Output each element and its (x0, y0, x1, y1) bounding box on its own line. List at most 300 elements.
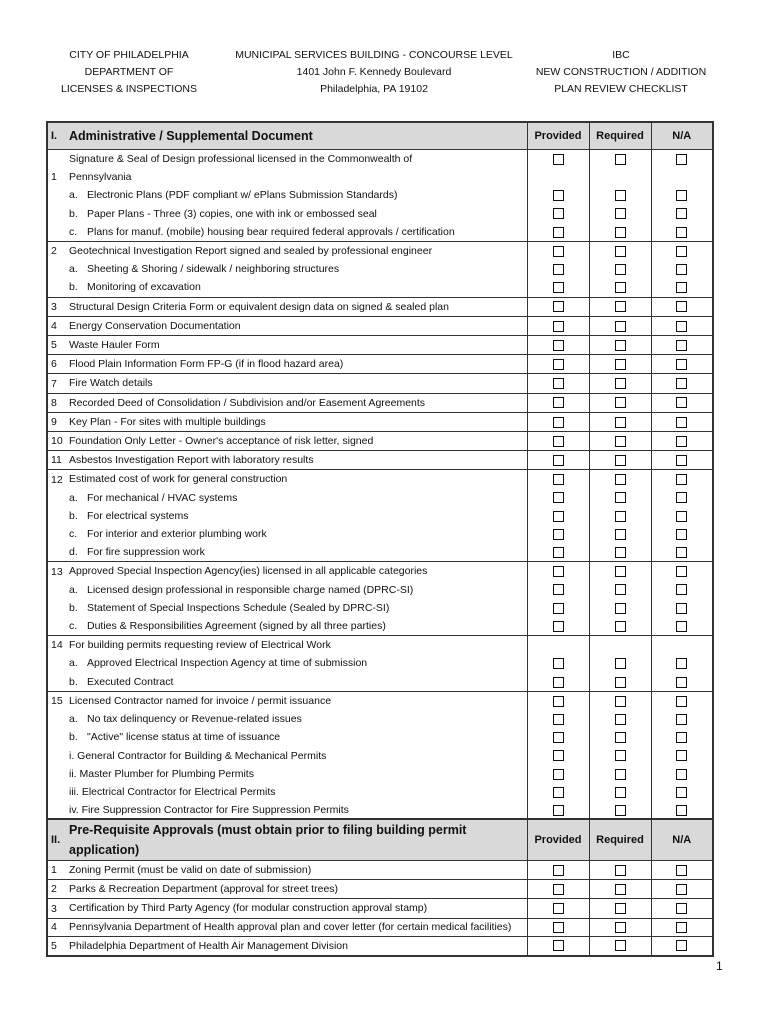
item-number: 4 (47, 918, 69, 936)
checklist-row (47, 451, 713, 470)
checklist-row (47, 599, 713, 617)
checkbox-provided[interactable] (553, 511, 564, 522)
section-title: Pre-Requisite Approvals (must obtain prior to filing building permit application) (69, 819, 527, 861)
item-number: 7 (47, 374, 69, 393)
cell-provided (527, 861, 589, 880)
item-text: Estimated cost of work for general construction (69, 473, 288, 486)
checkbox-na[interactable] (676, 208, 687, 219)
header-line: LICENSES & INSPECTIONS (61, 83, 197, 95)
checklist-row (47, 899, 713, 918)
checkbox-na[interactable] (676, 340, 687, 351)
item-text: Geotechnical Investigation Report signed and sealed by professional engineer (69, 245, 433, 258)
checkbox-provided[interactable] (553, 154, 564, 165)
checkbox-provided[interactable] (553, 940, 564, 951)
checkbox-required[interactable] (615, 603, 626, 614)
checkbox-provided[interactable] (553, 787, 564, 798)
checkbox-na[interactable] (676, 940, 687, 951)
cell-provided (527, 673, 589, 692)
checkbox-required[interactable] (615, 246, 626, 257)
item-text: For building permits requesting review of Electrical Work (69, 639, 331, 652)
checkbox-na[interactable] (676, 658, 687, 669)
checkbox-na[interactable] (676, 603, 687, 614)
section-1-header (47, 122, 713, 150)
cell-na (651, 899, 713, 918)
item-text: Duties & Responsibilities Agreement (signed by all three parties) (87, 620, 386, 633)
checkbox-na[interactable] (676, 732, 687, 743)
checkbox-provided[interactable] (553, 529, 564, 540)
item-description (69, 673, 527, 692)
checkbox-na[interactable] (676, 190, 687, 201)
item-description (69, 432, 527, 451)
checkbox-provided[interactable] (553, 805, 564, 816)
item-text: Certification by Third Party Agency (for modular construction approval stamp) (69, 902, 428, 915)
column-required: Required (589, 122, 651, 150)
item-description (69, 168, 527, 186)
checkbox-na[interactable] (676, 529, 687, 540)
cell-na (651, 336, 713, 355)
item-number: 3 (47, 297, 69, 316)
checkbox-required[interactable] (615, 321, 626, 332)
checkbox-provided[interactable] (553, 621, 564, 632)
item-number (47, 673, 69, 692)
header-address (228, 47, 520, 98)
checkbox-na[interactable] (676, 378, 687, 389)
checklist-row (47, 168, 713, 186)
checklist-row (47, 543, 713, 562)
item-text: For electrical systems (87, 509, 189, 522)
item-number: 9 (47, 412, 69, 431)
checkbox-na[interactable] (676, 922, 687, 933)
checkbox-required[interactable] (615, 732, 626, 743)
section-1-rows (47, 150, 713, 821)
cell-provided (527, 489, 589, 507)
checkbox-provided[interactable] (553, 474, 564, 485)
checkbox-provided[interactable] (553, 321, 564, 332)
checkbox-provided[interactable] (553, 227, 564, 238)
checkbox-provided[interactable] (553, 492, 564, 503)
item-text: Monitoring of excavation (87, 281, 201, 294)
item-description (69, 470, 527, 489)
cell-required (589, 278, 651, 297)
checklist-row (47, 316, 713, 335)
checkbox-provided[interactable] (553, 696, 564, 707)
checkbox-provided[interactable] (553, 455, 564, 466)
checkbox-required[interactable] (615, 492, 626, 503)
checkbox-provided[interactable] (553, 732, 564, 743)
header-line: MUNICIPAL SERVICES BUILDING - CONCOURSE LEVEL (235, 49, 513, 61)
checkbox-required[interactable] (615, 865, 626, 876)
checklist-row (47, 297, 713, 316)
checkbox-na[interactable] (676, 417, 687, 428)
item-text: No tax delinquency or Revenue-related issues (87, 713, 302, 726)
item-text: iii. Electrical Contractor for Electrical Permits (69, 785, 276, 798)
checkbox-required[interactable] (615, 378, 626, 389)
checkbox-na[interactable] (676, 397, 687, 408)
cell-na (651, 150, 713, 169)
checkbox-na[interactable] (676, 769, 687, 780)
cell-na (651, 617, 713, 636)
checkbox-required[interactable] (615, 264, 626, 275)
cell-na (651, 278, 713, 297)
item-marker: a. (69, 189, 78, 202)
checkbox-na[interactable] (676, 547, 687, 558)
checkbox-required[interactable] (615, 922, 626, 933)
checklist-row (47, 278, 713, 297)
cell-required (589, 599, 651, 617)
cell-provided (527, 205, 589, 223)
item-number (47, 747, 69, 765)
cell-required (589, 205, 651, 223)
checkbox-required[interactable] (615, 301, 626, 312)
item-number (47, 150, 69, 169)
item-description (69, 936, 527, 956)
checkbox-na[interactable] (676, 154, 687, 165)
checkbox-na[interactable] (676, 492, 687, 503)
checkbox-na[interactable] (676, 805, 687, 816)
cell-provided (527, 412, 589, 431)
item-text: Approved Electrical Inspection Agency at time of submission (87, 657, 368, 670)
checklist-row (47, 432, 713, 451)
checkbox-na[interactable] (676, 714, 687, 725)
item-description (69, 880, 527, 899)
cell-provided (527, 783, 589, 801)
item-number (47, 543, 69, 562)
item-number (47, 728, 69, 746)
cell-na (651, 880, 713, 899)
checkbox-na[interactable] (676, 787, 687, 798)
cell-provided (527, 581, 589, 599)
cell-na (651, 297, 713, 316)
checkbox-na[interactable] (676, 511, 687, 522)
cell-required (589, 412, 651, 431)
cell-na (651, 432, 713, 451)
item-marker: d. (69, 546, 78, 559)
checkbox-required[interactable] (615, 696, 626, 707)
cell-na (651, 654, 713, 672)
checklist-row (47, 562, 713, 581)
cell-na (651, 783, 713, 801)
checkbox-na[interactable] (676, 246, 687, 257)
item-number (47, 525, 69, 543)
checkbox-required[interactable] (615, 227, 626, 238)
checkbox-na[interactable] (676, 264, 687, 275)
item-description (69, 186, 527, 204)
item-number: 3 (47, 899, 69, 918)
checkbox-na[interactable] (676, 359, 687, 370)
checklist-row (47, 710, 713, 728)
checkbox-required[interactable] (615, 787, 626, 798)
cell-na (651, 451, 713, 470)
checklist-row (47, 765, 713, 783)
checkbox-provided[interactable] (553, 340, 564, 351)
cell-required (589, 316, 651, 335)
item-marker: b. (69, 601, 78, 614)
checkbox-required[interactable] (615, 884, 626, 895)
checklist-row (47, 936, 713, 956)
checkbox-required[interactable] (615, 750, 626, 761)
checkbox-required[interactable] (615, 282, 626, 293)
item-number (47, 581, 69, 599)
item-description (69, 765, 527, 783)
item-description (69, 150, 527, 169)
checkbox-na[interactable] (676, 621, 687, 632)
checkbox-required[interactable] (615, 658, 626, 669)
cell-na (651, 765, 713, 783)
checkbox-provided[interactable] (553, 190, 564, 201)
item-text: Executed Contract (87, 675, 174, 688)
checkbox-provided[interactable] (553, 769, 564, 780)
checkbox-na[interactable] (676, 282, 687, 293)
checklist-row (47, 728, 713, 746)
checkbox-provided[interactable] (553, 566, 564, 577)
cell-required (589, 654, 651, 672)
cell-required (589, 617, 651, 636)
checkbox-required[interactable] (615, 621, 626, 632)
checkbox-provided[interactable] (553, 208, 564, 219)
checkbox-na[interactable] (676, 301, 687, 312)
item-description (69, 336, 527, 355)
checkbox-provided[interactable] (553, 603, 564, 614)
item-text: "Active" license status at time of issuance (87, 731, 281, 744)
cell-provided (527, 168, 589, 186)
cell-provided (527, 636, 589, 655)
cell-required (589, 747, 651, 765)
cell-na (651, 374, 713, 393)
checklist-row (47, 654, 713, 672)
cell-na (651, 470, 713, 489)
item-text: Philadelphia Department of Health Air Management Division (69, 939, 348, 952)
item-description (69, 223, 527, 242)
checkbox-required[interactable] (615, 455, 626, 466)
cell-na (651, 710, 713, 728)
item-description (69, 617, 527, 636)
checkbox-na[interactable] (676, 696, 687, 707)
checkbox-required[interactable] (615, 677, 626, 688)
section-1-table (46, 121, 714, 821)
header-line: Philadelphia, PA 19102 (320, 83, 428, 95)
checkbox-required[interactable] (615, 436, 626, 447)
cell-provided (527, 765, 589, 783)
checkbox-provided[interactable] (553, 436, 564, 447)
cell-required (589, 728, 651, 746)
header-department (40, 47, 218, 98)
checkbox-required[interactable] (615, 805, 626, 816)
checklist-row (47, 489, 713, 507)
item-number (47, 507, 69, 525)
checkbox-required[interactable] (615, 359, 626, 370)
checkbox-provided[interactable] (553, 714, 564, 725)
checkbox-provided[interactable] (553, 922, 564, 933)
checkbox-required[interactable] (615, 417, 626, 428)
item-description (69, 412, 527, 431)
checkbox-provided[interactable] (553, 884, 564, 895)
item-description (69, 316, 527, 335)
checkbox-required[interactable] (615, 511, 626, 522)
cell-na (651, 691, 713, 710)
checklist-row (47, 336, 713, 355)
checkbox-required[interactable] (615, 340, 626, 351)
checkbox-provided[interactable] (553, 903, 564, 914)
item-number: 15 (47, 691, 69, 710)
checkbox-required[interactable] (615, 529, 626, 540)
checkbox-provided[interactable] (553, 397, 564, 408)
item-number (47, 186, 69, 204)
checkbox-na[interactable] (676, 474, 687, 485)
checkbox-provided[interactable] (553, 246, 564, 257)
checkbox-required[interactable] (615, 940, 626, 951)
item-number: 5 (47, 936, 69, 956)
item-text: Fire Watch details (69, 377, 153, 390)
checklist-row (47, 747, 713, 765)
item-description (69, 918, 527, 936)
checkbox-provided[interactable] (553, 301, 564, 312)
item-text: Energy Conservation Documentation (69, 319, 241, 332)
checkbox-provided[interactable] (553, 547, 564, 558)
item-text: Foundation Only Letter - Owner's acceptance of risk letter, signed (69, 435, 374, 448)
checklist-row (47, 507, 713, 525)
item-number: 10 (47, 432, 69, 451)
item-description (69, 861, 527, 880)
checkbox-provided[interactable] (553, 658, 564, 669)
item-description (69, 710, 527, 728)
checkbox-required[interactable] (615, 208, 626, 219)
cell-required (589, 242, 651, 261)
section-2-table (46, 818, 714, 957)
item-description (69, 355, 527, 374)
checkbox-required[interactable] (615, 397, 626, 408)
cell-required (589, 374, 651, 393)
item-marker: b. (69, 731, 78, 744)
cell-na (651, 223, 713, 242)
column-provided: Provided (527, 819, 589, 861)
checkbox-na[interactable] (676, 677, 687, 688)
checkbox-na[interactable] (676, 227, 687, 238)
item-number (47, 617, 69, 636)
cell-required (589, 710, 651, 728)
item-description (69, 747, 527, 765)
checkbox-provided[interactable] (553, 282, 564, 293)
cell-required (589, 260, 651, 278)
checkbox-provided[interactable] (553, 359, 564, 370)
cell-required (589, 297, 651, 316)
checkbox-na[interactable] (676, 903, 687, 914)
item-text: Key Plan - For sites with multiple buildings (69, 415, 266, 428)
header-line: PLAN REVIEW CHECKLIST (554, 83, 688, 95)
checkbox-na[interactable] (676, 884, 687, 895)
item-number (47, 783, 69, 801)
cell-na (651, 918, 713, 936)
item-number (47, 765, 69, 783)
checkbox-na[interactable] (676, 865, 687, 876)
checkbox-provided[interactable] (553, 865, 564, 876)
item-description (69, 489, 527, 507)
cell-provided (527, 617, 589, 636)
checkbox-provided[interactable] (553, 750, 564, 761)
checkbox-provided[interactable] (553, 264, 564, 275)
checkbox-required[interactable] (615, 154, 626, 165)
header-checklist-title (520, 47, 722, 98)
item-text: Zoning Permit (must be valid on date of submission) (69, 864, 312, 876)
checkbox-na[interactable] (676, 750, 687, 761)
cell-required (589, 432, 651, 451)
cell-provided (527, 880, 589, 899)
checkbox-required[interactable] (615, 190, 626, 201)
checkbox-na[interactable] (676, 436, 687, 447)
item-description (69, 654, 527, 672)
cell-na (651, 489, 713, 507)
cell-required (589, 150, 651, 169)
cell-na (651, 861, 713, 880)
checklist-row (47, 691, 713, 710)
item-text: Statement of Special Inspections Schedule (Sealed by DPRC-SI) (87, 601, 390, 614)
cell-required (589, 691, 651, 710)
cell-required (589, 636, 651, 655)
checklist-row (47, 617, 713, 636)
cell-required (589, 507, 651, 525)
checkbox-provided[interactable] (553, 378, 564, 389)
checklist-row (47, 918, 713, 936)
item-marker: a. (69, 583, 78, 596)
cell-provided (527, 186, 589, 204)
cell-required (589, 899, 651, 918)
cell-na (651, 747, 713, 765)
checkbox-required[interactable] (615, 474, 626, 485)
cell-na (651, 525, 713, 543)
checkbox-na[interactable] (676, 584, 687, 595)
cell-required (589, 489, 651, 507)
item-text: Sheeting & Shoring / sidewalk / neighboring structures (87, 263, 340, 276)
checkbox-provided[interactable] (553, 584, 564, 595)
checkbox-provided[interactable] (553, 677, 564, 688)
checkbox-na[interactable] (676, 566, 687, 577)
cell-na (651, 562, 713, 581)
checkbox-required[interactable] (615, 714, 626, 725)
checkbox-required[interactable] (615, 566, 626, 577)
item-description (69, 260, 527, 278)
checkbox-required[interactable] (615, 547, 626, 558)
checkbox-required[interactable] (615, 584, 626, 595)
cell-provided (527, 936, 589, 956)
cell-na (651, 260, 713, 278)
item-number: 8 (47, 393, 69, 412)
cell-required (589, 783, 651, 801)
item-text: Plans for manuf. (mobile) housing bear required federal approvals / certification (87, 225, 455, 238)
checkbox-na[interactable] (676, 455, 687, 466)
checkbox-required[interactable] (615, 769, 626, 780)
item-number (47, 710, 69, 728)
cell-provided (527, 507, 589, 525)
item-text: Licensed design professional in responsible charge named (DPRC-SI) (87, 583, 414, 596)
checkbox-provided[interactable] (553, 417, 564, 428)
header-line: IBC (612, 49, 630, 61)
item-text: Waste Hauler Form (69, 339, 160, 352)
item-text: Signature & Seal of Design professional licensed in the Commonwealth of (69, 153, 413, 165)
cell-provided (527, 278, 589, 297)
cell-required (589, 562, 651, 581)
cell-provided (527, 355, 589, 374)
item-number: 14 (47, 636, 69, 655)
cell-na (651, 543, 713, 562)
cell-required (589, 918, 651, 936)
cell-na (651, 316, 713, 335)
cell-provided (527, 451, 589, 470)
item-number (47, 223, 69, 242)
page-number: 1 (716, 959, 723, 973)
checkbox-na[interactable] (676, 321, 687, 332)
cell-na (651, 393, 713, 412)
checkbox-required[interactable] (615, 903, 626, 914)
checklist-row (47, 673, 713, 692)
